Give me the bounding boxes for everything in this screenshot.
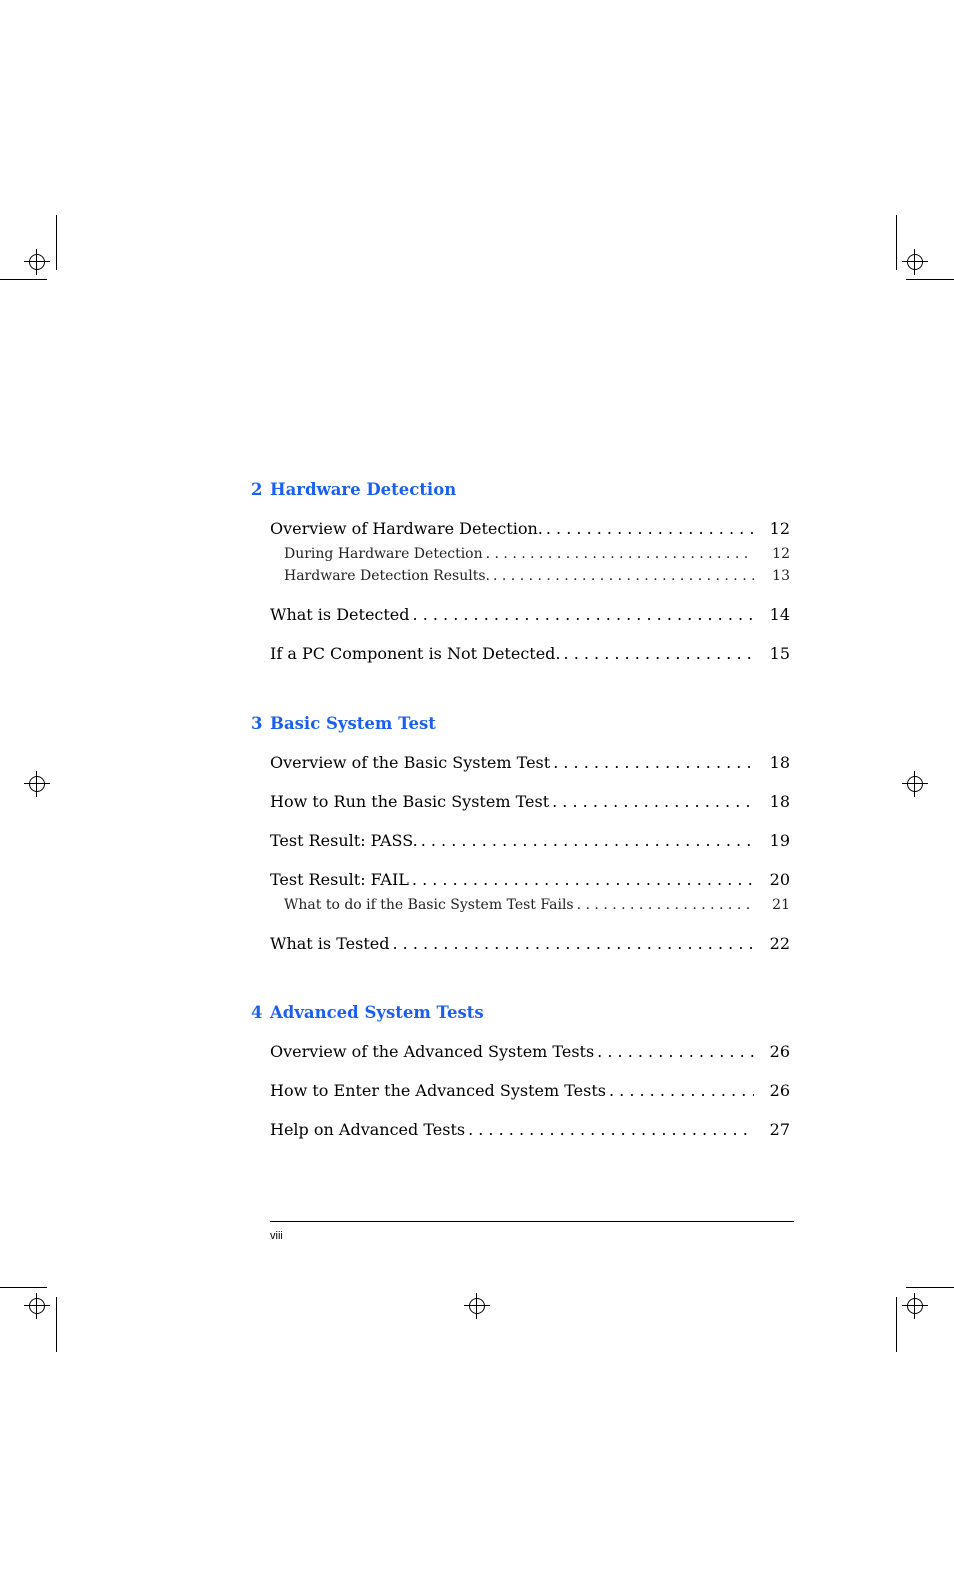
- toc-entry[interactable]: [270, 605, 790, 624]
- toc-entry-title: Test Result: FAIL: [270, 870, 409, 889]
- toc-chapter-2: [251, 480, 791, 663]
- toc-entry-page: 27: [769, 1120, 790, 1139]
- toc-entry[interactable]: [270, 792, 790, 811]
- chapter-heading[interactable]: [251, 1003, 791, 1025]
- registration-mark-icon: [902, 249, 928, 275]
- page-number: viii: [270, 1230, 283, 1242]
- toc-entry[interactable]: [270, 831, 790, 850]
- toc-entry-page: 19: [769, 831, 790, 850]
- toc-entry-title: What to do if the Basic System Test Fails: [284, 897, 574, 913]
- registration-mark-icon: [902, 771, 928, 797]
- toc-entry[interactable]: [270, 753, 790, 772]
- leader-dots: [597, 1042, 754, 1061]
- toc-chapter-3: [251, 714, 791, 953]
- toc-entry-page: 26: [769, 1042, 790, 1061]
- toc-subentry[interactable]: [284, 546, 790, 562]
- toc-entry-page: 21: [772, 897, 790, 913]
- leader-dots: [564, 644, 754, 663]
- toc-entry-page: 13: [772, 568, 790, 584]
- leader-dots: [553, 753, 754, 772]
- crop-mark: [906, 279, 954, 280]
- leader-dots: [412, 870, 754, 889]
- toc-entry-title: If a PC Component is Not Detected.: [270, 644, 561, 663]
- toc-entry-page: 12: [769, 519, 790, 538]
- toc-subentry[interactable]: [284, 568, 790, 584]
- leader-dots: [392, 934, 754, 953]
- toc-entry-title: How to Enter the Advanced System Tests: [270, 1081, 606, 1100]
- chapter-heading[interactable]: [251, 480, 791, 502]
- toc-subentry[interactable]: [284, 897, 790, 913]
- leader-dots: [486, 546, 754, 562]
- chapter-title: Advanced System Tests: [270, 1003, 484, 1022]
- leader-dots: [421, 831, 754, 850]
- chapter-heading[interactable]: [251, 714, 791, 736]
- registration-mark-icon: [24, 771, 50, 797]
- leader-dots: [413, 605, 754, 624]
- toc-entry-title: Help on Advanced Tests: [270, 1120, 466, 1139]
- toc-entry-page: 26: [769, 1081, 790, 1100]
- toc-entry[interactable]: [270, 1042, 790, 1061]
- toc-entry-page: 20: [769, 870, 790, 889]
- chapter-title: Hardware Detection: [270, 480, 457, 499]
- footer-rule: [270, 1221, 794, 1222]
- toc-entry[interactable]: [270, 1081, 790, 1100]
- registration-mark-icon: [464, 1293, 490, 1319]
- toc-entry-page: 22: [769, 934, 790, 953]
- registration-mark-icon: [24, 249, 50, 275]
- crop-mark: [56, 1297, 57, 1352]
- leader-dots: [552, 792, 754, 811]
- toc-entry-title: What is Tested: [270, 934, 390, 953]
- toc-entry-title: Overview of Hardware Detection.: [270, 519, 543, 538]
- toc-entry-page: 18: [769, 753, 790, 772]
- leader-dots: [546, 519, 754, 538]
- toc-entry-title: Hardware Detection Results.: [284, 568, 490, 584]
- leader-dots: [609, 1081, 754, 1100]
- crop-mark: [896, 1297, 897, 1352]
- chapter-title: Basic System Test: [270, 714, 436, 733]
- toc-entry[interactable]: [270, 1120, 790, 1139]
- toc-entry-page: 12: [772, 546, 790, 562]
- toc-entry-title: During Hardware Detection: [284, 546, 483, 562]
- toc-entry-title: Overview of the Basic System Test: [270, 753, 551, 772]
- crop-mark: [0, 279, 47, 280]
- toc-entry-page: 14: [769, 605, 790, 624]
- registration-mark-icon: [902, 1293, 928, 1319]
- crop-mark: [906, 1287, 954, 1288]
- toc-entry-title: What is Detected: [270, 605, 410, 624]
- toc-entry-title: How to Run the Basic System Test: [270, 792, 550, 811]
- chapter-number: 3: [251, 714, 263, 733]
- crop-mark: [0, 1287, 47, 1288]
- toc-chapter-4: [251, 1003, 791, 1139]
- toc-entry-page: 18: [769, 792, 790, 811]
- chapter-number: 2: [251, 480, 263, 499]
- toc-entry[interactable]: [270, 519, 790, 538]
- crop-mark: [896, 215, 897, 270]
- toc-entry[interactable]: [270, 934, 790, 953]
- leader-dots: [493, 568, 754, 584]
- chapter-number: 4: [251, 1003, 263, 1022]
- toc-entry-title: Overview of the Advanced System Tests: [270, 1042, 595, 1061]
- toc-entry[interactable]: [270, 870, 790, 889]
- leader-dots: [577, 897, 754, 913]
- toc-entry-title: Test Result: PASS.: [270, 831, 418, 850]
- registration-mark-icon: [24, 1293, 50, 1319]
- leader-dots: [468, 1120, 754, 1139]
- toc-entry[interactable]: [270, 644, 790, 663]
- toc-entry-page: 15: [769, 644, 790, 663]
- crop-mark: [56, 215, 57, 270]
